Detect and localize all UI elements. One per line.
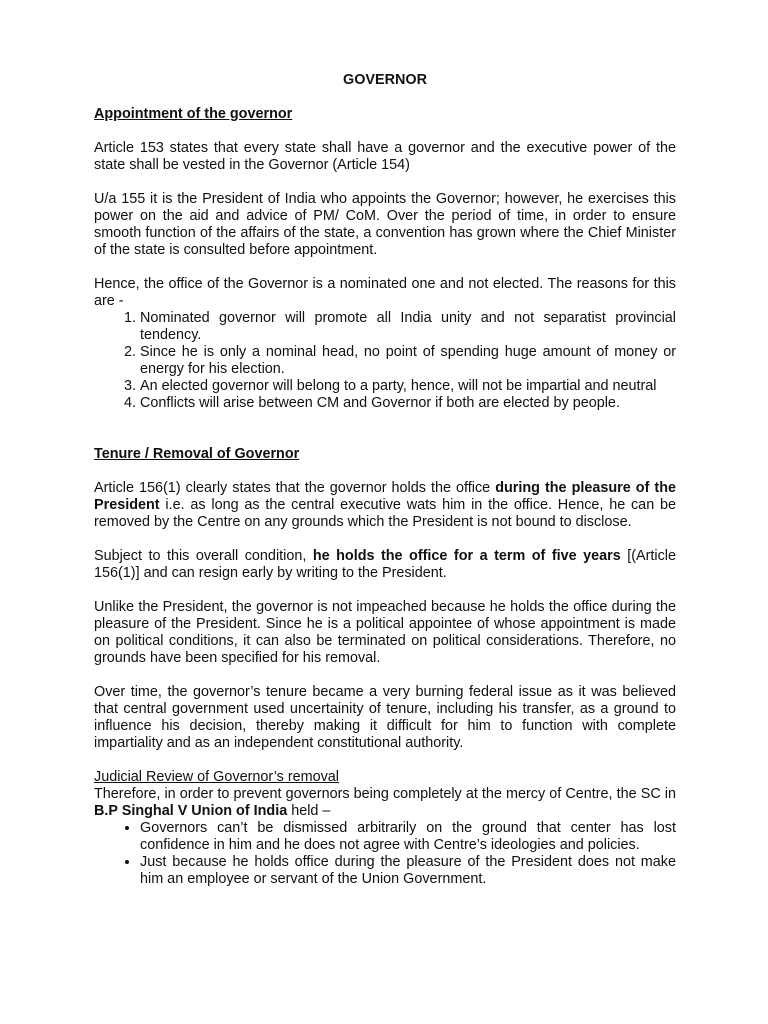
section-heading-appointment: Appointment of the governor: [94, 106, 293, 122]
bold-text: B.P Singhal V Union of India: [94, 803, 288, 819]
paragraph-article-155: U/a 155 it is the President of India who appoints the Governor; however, he exercises this power on the aid and advice of PM/ CoM. Over the period of time, in order to ensure smooth function of the affairs of the state, a convention has grown where the Chief Minister of the state is consulted before appointment.: [94, 191, 676, 258]
bold-text: he holds the office for a term of five years: [312, 548, 621, 564]
bold-text: during the pleasure of the President: [94, 480, 677, 513]
paragraph-nominated-office: Hence, the office of the Governor is a nominated one and not elected. The reasons for this are -: [94, 276, 676, 309]
judgment-points-list: [94, 820, 676, 888]
list-item: 2. Since he is only a nominal head, no point of spending huge amount of money or energy for his election.: [140, 344, 676, 378]
document-title: GOVERNOR: [343, 72, 427, 88]
reasons-list: [94, 310, 676, 412]
paragraph-bp-singhal: [94, 786, 676, 820]
document-page: [94, 72, 676, 905]
text-run: i.e. as long as the central executive wats him in the office. Hence, he can be removed by the Centre on any grounds which the President is not bound to disclose.: [94, 497, 676, 530]
paragraph-term: [94, 548, 676, 582]
text-run: Subject to this overall condition,: [94, 548, 313, 564]
text-run: Article 156(1) clearly states that the governor holds the office: [94, 480, 496, 496]
section-heading-tenure: Tenure / Removal of Governor: [94, 446, 300, 462]
paragraph-not-impeached: Unlike the President, the governor is not impeached because he holds the office during the pleasure of the President. Since he is a political appointee of whose appointment is made on political conditions, it can also be terminated on political considerations. Therefore, no grounds have been specified for his removal.: [94, 599, 676, 666]
text-run: Therefore, in order to prevent governors being completely at the mercy of Centre, the SC in: [94, 786, 676, 802]
paragraph-tenure-issue: Over time, the governor’s tenure became a very burning federal issue as it was believed that central government used uncertainity of tenure, including his transfer, as a ground to influence his decision, thereby making it difficult for him to function with complete impartiality and as an independent constitutional authority.: [94, 684, 676, 751]
list-item: 1. Nominated governor will promote all India unity and not separatist provincial tendency.: [140, 310, 676, 344]
list-item: 4. Conflicts will arise between CM and Governor if both are elected by people.: [140, 395, 676, 412]
list-item: 3. An elected governor will belong to a party, hence, will not be impartial and neutral: [140, 378, 676, 395]
subheading-judicial-review: Judicial Review of Governor’s removal: [94, 769, 340, 785]
list-item: • Just because he holds office during the pleasure of the President does not make him an employee or servant of the Union Government.: [140, 854, 676, 888]
paragraph-article-156: [94, 480, 676, 531]
text-run: [(Article 156(1)] and can resign early by writing to the President.: [94, 548, 676, 581]
list-item: • Governors can’t be dismissed arbitrarily on the ground that center has lost confidence in him and he does not agree with Centre’s ideologies and policies.: [140, 820, 676, 854]
paragraph-article-153: Article 153 states that every state shall have a governor and the executive power of the state shall be vested in the Governor (Article 154): [94, 140, 676, 173]
text-run: held –: [287, 803, 331, 819]
